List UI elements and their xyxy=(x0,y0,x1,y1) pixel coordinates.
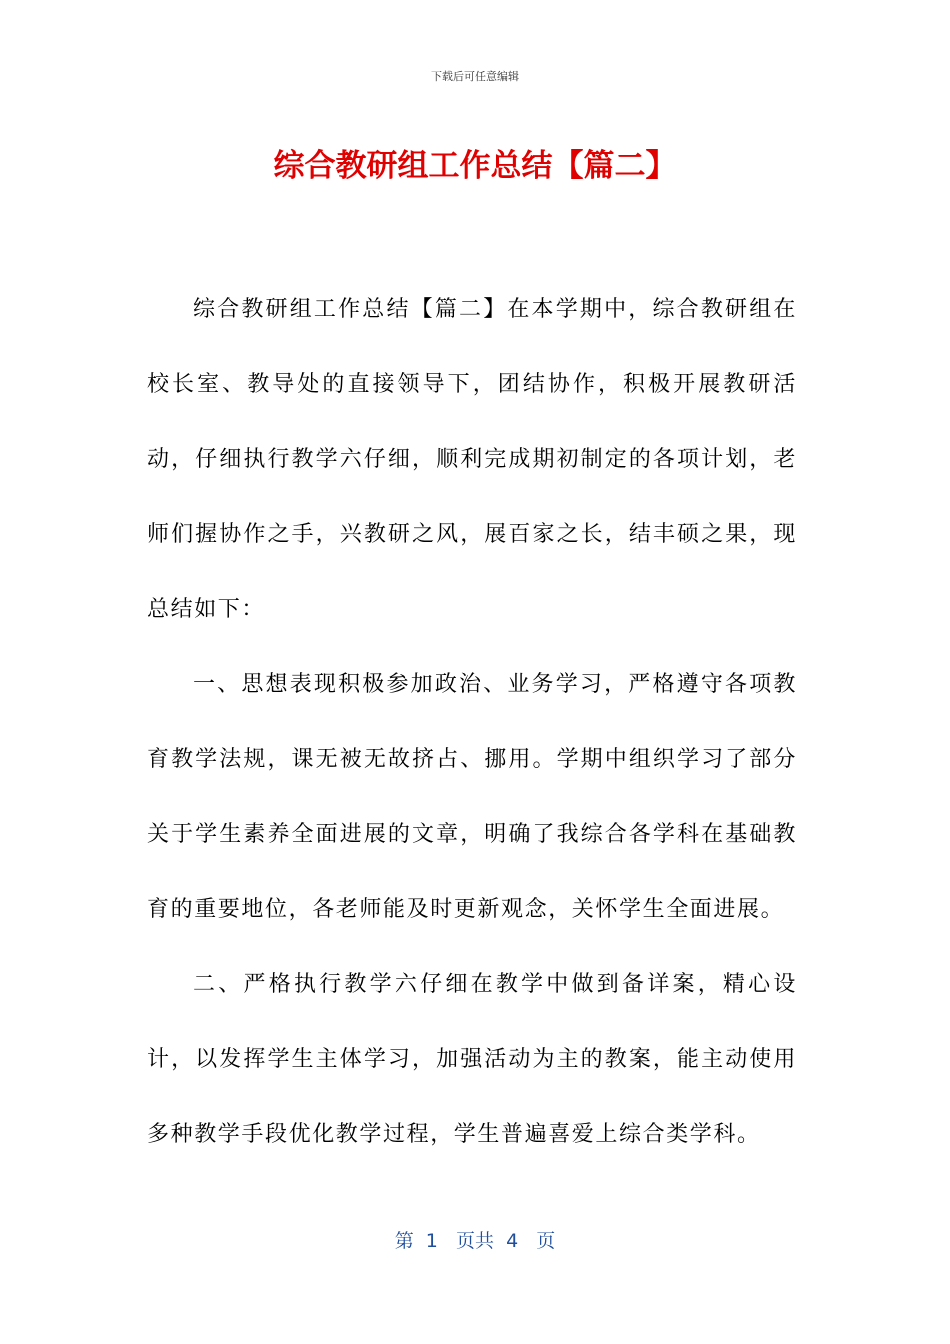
document-title: 综合教研组工作总结【篇二】 xyxy=(273,148,677,184)
document-body xyxy=(147,272,797,1172)
header-note: 下载后可任意编辑 xyxy=(431,70,519,83)
page-footer: 第 1 页共 4 页 xyxy=(394,1230,556,1252)
paragraph-section-two: 二、严格执行教学六仔细在教学中做到备详案，精心设计，以发挥学生主体学习，加强活动为主的教案，能主动使用多种教学手段优化教学过程，学生普遍喜爱上综合类学科。 xyxy=(147,972,797,1147)
paragraph-intro: 综合教研组工作总结【篇二】在本学期中，综合教研组在校长室、教导处的直接领导下，团结协作，积极开展教研活动，仔细执行教学六仔细，顺利完成期初制定的各项计划，老师们握协作之手，兴教研之风，展百家之长，结丰硕之果，现总结如下： xyxy=(147,297,797,622)
paragraph-section-one: 一、思想表现积极参加政治、业务学习，严格遵守各项教育教学法规，课无被无故挤占、挪用。学期中组织学习了部分关于学生素养全面进展的文章，明确了我综合各学科在基础教育的重要地位，各老师能及时更新观念，关怀学生全面进展。 xyxy=(147,672,797,922)
